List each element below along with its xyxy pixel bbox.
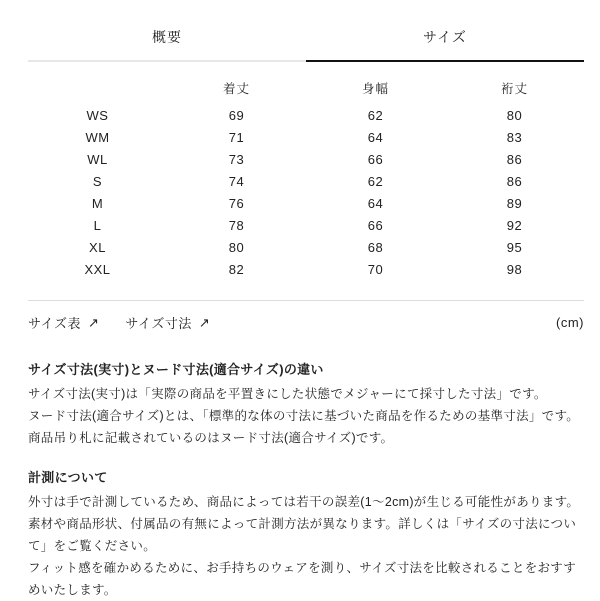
paragraph: 外寸は手で計測しているため、商品によっては若干の誤差(1〜2cm)が生じる可能性があります。 bbox=[28, 495, 580, 509]
table-row bbox=[28, 104, 584, 126]
size-label: XL bbox=[89, 239, 106, 255]
table-row bbox=[28, 148, 584, 170]
external-link-icon: ↗ bbox=[87, 314, 100, 330]
table-header-row bbox=[28, 80, 584, 96]
cell-value: 89 bbox=[506, 195, 523, 211]
tab-size[interactable] bbox=[306, 0, 584, 62]
cell-value: 64 bbox=[367, 129, 384, 145]
size-chart-link-label: サイズ表 bbox=[28, 316, 81, 331]
size-table bbox=[28, 80, 584, 280]
cell-value: 73 bbox=[228, 151, 245, 167]
external-link-icon: ↗ bbox=[198, 314, 211, 330]
table-row bbox=[28, 170, 584, 192]
cell-value: 92 bbox=[506, 217, 523, 233]
cell-value: 66 bbox=[367, 217, 384, 233]
column-header-sleeve: 裄丈 bbox=[500, 82, 528, 96]
cell-value: 80 bbox=[506, 107, 523, 123]
column-header-length: 着丈 bbox=[222, 82, 250, 96]
cell-value: 62 bbox=[367, 107, 384, 123]
cell-value: 95 bbox=[506, 239, 523, 255]
section-heading: 計測について bbox=[28, 470, 108, 485]
cell-value: 86 bbox=[506, 151, 523, 167]
paragraph: ヌード寸法(適合サイズ)とは、「標準的な体の寸法に基づいた商品を作るための基準寸法」です。 bbox=[28, 409, 580, 423]
cell-value: 82 bbox=[228, 261, 245, 277]
size-label: XXL bbox=[84, 261, 111, 277]
cell-value: 71 bbox=[228, 129, 245, 145]
tab-size-label: サイズ bbox=[423, 29, 467, 45]
size-spec-link[interactable] bbox=[125, 313, 210, 332]
unit-label: (cm) bbox=[556, 315, 584, 330]
cell-value: 80 bbox=[228, 239, 245, 255]
cell-value: 68 bbox=[367, 239, 384, 255]
links-row bbox=[28, 301, 584, 331]
table-row bbox=[28, 214, 584, 236]
size-chart-link[interactable] bbox=[28, 313, 99, 332]
cell-value: 76 bbox=[228, 195, 245, 211]
size-label: WL bbox=[87, 151, 108, 167]
cell-value: 70 bbox=[367, 261, 384, 277]
paragraph: 素材や商品形状、付属品の有無によって計測方法が異なります。詳しくは「サイズの寸法について」をご覧ください。 bbox=[28, 517, 577, 553]
size-spec-link-label: サイズ寸法 bbox=[125, 316, 192, 331]
cell-value: 83 bbox=[506, 129, 523, 145]
table-row bbox=[28, 236, 584, 258]
tab-overview[interactable] bbox=[28, 0, 306, 62]
section-heading: サイズ寸法(実寸)とヌード寸法(適合サイズ)の違い bbox=[28, 362, 324, 377]
cell-value: 66 bbox=[367, 151, 384, 167]
tab-bar bbox=[28, 0, 584, 62]
cell-value: 78 bbox=[228, 217, 245, 233]
size-definition-section bbox=[28, 359, 584, 449]
size-label: WM bbox=[85, 129, 110, 145]
cell-value: 64 bbox=[367, 195, 384, 211]
paragraph: フィット感を確かめるために、お手持ちのウェアを測り、サイズ寸法を比較されることをおすすめいたします。 bbox=[28, 561, 577, 597]
tab-overview-label: 概要 bbox=[152, 29, 182, 45]
paragraph: 商品吊り札に記載されているのはヌード寸法(適合サイズ)です。 bbox=[28, 431, 394, 445]
cell-value: 74 bbox=[228, 173, 245, 189]
size-label: S bbox=[92, 173, 103, 189]
column-header-width: 身幅 bbox=[361, 82, 389, 96]
cell-value: 98 bbox=[506, 261, 523, 277]
size-label: M bbox=[91, 195, 104, 211]
cell-value: 62 bbox=[367, 173, 384, 189]
table-row bbox=[28, 192, 584, 214]
cell-value: 86 bbox=[506, 173, 523, 189]
measurement-section bbox=[28, 467, 584, 601]
cell-value: 69 bbox=[228, 107, 245, 123]
size-label: L bbox=[93, 217, 102, 233]
table-row bbox=[28, 258, 584, 280]
paragraph: サイズ寸法(実寸)は「実際の商品を平置きにした状態でメジャーにて採寸した寸法」です。 bbox=[28, 387, 547, 401]
table-row bbox=[28, 126, 584, 148]
size-label: WS bbox=[86, 107, 109, 123]
